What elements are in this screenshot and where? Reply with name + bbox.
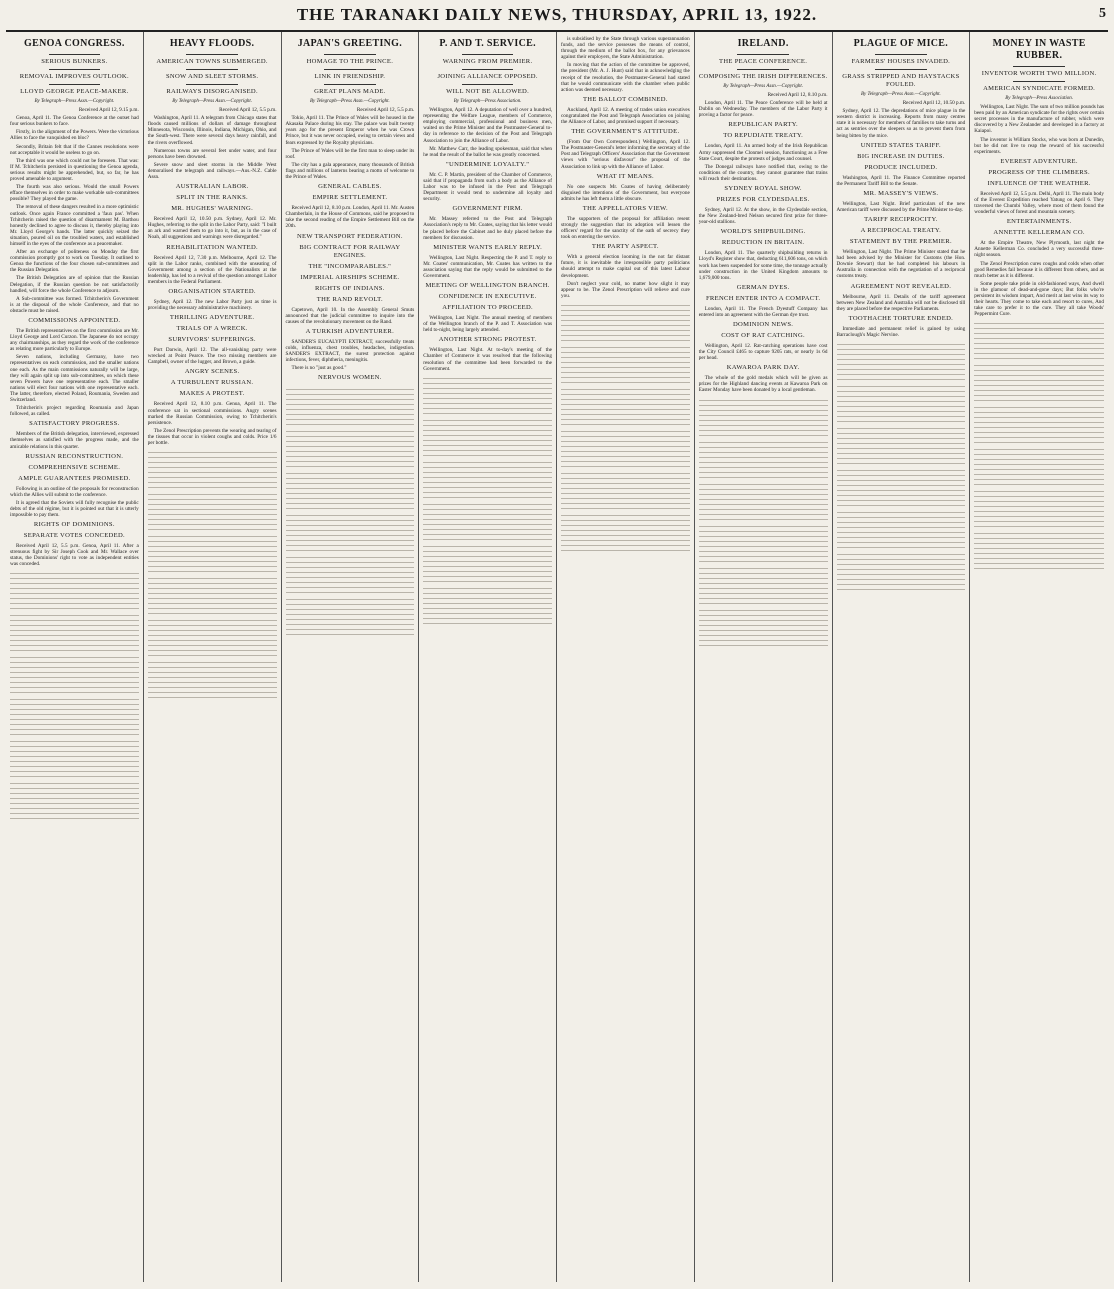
article-paragraph: Numerous towns are several feet under water, and four persons have been drowned. [147,147,277,160]
section-heading: WORLD'S SHIPBUILDING. [720,228,806,236]
section-heading: NERVOUS WOMEN. [318,374,382,382]
article-paragraph: The Prince of Wales will be the first man to sleep under its roof. [285,147,415,160]
text-filler [699,522,828,562]
divider [186,54,238,55]
article-paragraph: Washington, April 11. A telegram from Chicago states that floods caused millions of dollars of damage throughout Minnesota, Wisconsin, Illinois, Indiana, Michigan, Ohio, and the South-west. There were several days heavy rainfall, and the rivers overflowed. [147,115,277,146]
article-paragraph: Secondly, Britain felt that if the Cannes resolutions were not acceptable it would be useless to go on. [10,143,139,156]
section-heading: NEW TRANSPORT FEDERATION. [296,232,403,240]
divider [49,69,101,70]
text-filler [10,569,139,609]
newspaper-title: THE TARANAKI DAILY NEWS, THURSDAY, APRIL 13, 1922. [296,5,818,24]
article-paragraph: Some people take pride in old-fashioned ways, And dwell in the glamour of dead-and-gone days; But folks who're persistent its wisdom impart, And merit at last wins its way to their hearts. They come to take each and resort to cures, And take care to prefer it to the cure. They all take Woods' Peppermint Cure. [974,280,1104,318]
subheadline: COMPOSING THE IRISH DIFFERENCES. [698,73,828,80]
article-paragraph: London, April 11. The French Dyestuff Company has entered into an agreement with the German dye trust. [698,305,828,318]
column-headline: P. AND T. SERVICE. [439,38,536,49]
article-paragraph: Sydney, April 12. At the show, in the Clydesdale section, the New Zealand-bred Nelson secured first prize for three-year-old stallions. [698,207,828,226]
section-heading: ANGRY SCENES. [184,368,240,376]
section-heading: MEETING OF WELLINGTON BRANCH. [425,282,550,290]
section-heading: MAKES A PROTEST. [179,390,245,398]
divider [1013,81,1065,82]
article-paragraph: (From Our Own Correspondent.) Wellington, April 12. The Postmaster-General's letter informing the secretary of the Post and Telegraph Officers' Association that the Government views with "serious disfavour" the proposal of the Association to link up with the Alliance of Labor. [561,139,690,170]
article-paragraph: The fourth was also serious. Would the small Powers efface themselves in order to make workable sub-committees possible? They played the game. [10,184,139,203]
text-filler [974,361,1104,401]
divider [737,69,789,70]
text-filler [10,695,139,735]
article-paragraph: Received April 12, 8.10 p.m. London, April 11. Mr. Austen Chamberlain, in the House of Commons, said he proposed to take the second reading of the Empire Settlement Bill on the 20th. [285,205,415,230]
article-paragraph: Severe snow and sleet storms in the Middle West demoralised the telegraph and railways.—Aus.-N.Z. Cable Assn. [147,161,277,181]
section-heading: THE PARTY ASPECT. [591,243,659,251]
text-filler [286,427,415,467]
section-heading: COMMISSIONS APPOINTED. [28,317,121,324]
divider [875,54,927,55]
article-paragraph: There is no "just as good." [291,365,347,372]
text-filler [837,382,966,422]
article-paragraph: The supporters of the proposal for affiliation resent strongly the suggestion that its adoption will lessen the officers' regard for the sanctity of the oath of secrecy they took on entering the service. [561,215,690,241]
section-heading: PRODUCE INCLUDED. [864,163,938,171]
section-heading: BIG INCREASE IN DUTIES. [857,152,945,160]
section-heading: INFLUENCE OF THE WEATHER. [987,179,1091,187]
text-filler [561,301,690,341]
divider [49,54,101,55]
subheadline: LINK IN FRIENDSHIP. [314,73,386,80]
byline: By Telegraph—Press Association. [453,99,522,104]
column-headline: IRELAND. [737,38,789,49]
text-filler [423,500,552,540]
section-heading: THE RAND REVOLT. [316,295,383,303]
column-headline: PLAGUE OF MICE. [853,38,949,49]
article-paragraph: Received April 12, 5.5 p.m. Genoa, April 11. After a strenuous fight by Sir Joseph Cook and Mr. Wallace over status, the Dominions' right to vote as independent entities was conceded. [10,543,139,568]
text-filler [561,427,690,467]
subheadline: SERIOUS BUNKERS. [41,58,108,65]
text-filler [974,445,1104,485]
column-headline: MONEY IN WASTE RUBBER. [992,38,1086,61]
section-heading: SYDNEY ROYAL SHOW. [724,185,802,193]
section-heading: RUSSIAN RECONSTRUCTION. [25,452,124,460]
article-paragraph: Received April 12, 10.50 p.m. Sydney, April 12. Mr. Hughes, referring to the split in the Labor Party, said: "I built an ark and warned them to go into it, but, as in the case of Noah, all suggestions and warnings were disregarded." [147,216,277,241]
news-column [557,32,695,1282]
article-paragraph: A Sub-committee was formed. Tchitcherin's Government is at the disposal of the whole Conference, and that no obstacle must be raised. [10,295,139,314]
text-filler [423,374,552,414]
divider [324,54,376,55]
article-paragraph: With a general election looming in the not far distant future, it is inevitable the irresponsible party politicians should attempt to make capital out of this latest Labour development. [561,254,690,279]
divider [324,69,376,70]
byline: By Telegraph—Press Assn.—Copyright. [309,99,390,104]
text-filler [837,550,966,590]
section-heading: DOMINION NEWS. [733,320,794,328]
section-heading: THE "INCOMPARABLES." [308,262,392,270]
article-paragraph: The Zenol Prescription cures coughs and colds when other good Remedies fail because it is different from others, and as much better as it is different. [974,260,1104,279]
byline: By Telegraph—Press Assn.—Copyright. [172,99,253,104]
subheadline: JOINING ALLIANCE OPPOSED. [437,73,538,80]
column-headline: HEAVY FLOODS. [169,38,255,49]
column-headline: JAPAN'S GREETING. [297,38,403,49]
article-paragraph: The British Delegation are of opinion that the Russian Delegation, if the Russian question be not satisfactorily handled, will force the whole Conference to adjourn. [10,275,139,294]
article-paragraph: Port Darwin, April 12. The all-vanishing party were wrecked at Point Pearce. The two missing members are Campbell, owner of the lugger, and Brown, a guide. [147,347,277,366]
section-heading: RIGHTS OF DOMINIONS. [33,521,115,529]
section-heading: GERMAN DYES. [736,283,790,291]
divider [186,84,238,85]
text-filler [286,595,415,635]
article-paragraph: Sydney, April 12. The depredations of mice plague in the western district is increasing. Reports from many centres state it is necessary for members of families to take turns and act as sentries over the sleepers so as to prevent them from being bitten by the mice. [836,108,966,139]
section-heading: TO REPUDIATE TREATY. [723,132,804,140]
text-filler [699,564,828,604]
section-heading: AUSTRALIAN LABOR. [175,183,249,191]
article-paragraph: At the Empire Theatre, New Plymouth, last night the Annette Kellerman Co. concluded a very successful three-night season. [974,240,1104,259]
section-heading: AGREEMENT NOT REVEALED. [850,282,952,290]
section-heading: THE GOVERNMENT'S ATTITUDE. [571,128,680,136]
text-filler [974,319,1104,359]
text-filler [837,508,966,548]
text-filler [10,779,139,819]
section-heading: ENTERTAINMENTS. [1006,218,1072,226]
text-filler [699,438,828,478]
section-heading: TARIFF RECIPROCITY. [864,216,938,224]
subheadline: THE PEACE CONFERENCE. [719,58,808,65]
text-filler [423,416,552,456]
subheadline: HOMAGE TO THE PRINCE. [306,58,394,65]
text-filler [561,343,690,383]
page-number: 5 [1099,6,1106,21]
section-heading: SPLIT IN THE RANKS. [176,194,249,202]
text-filler [148,574,277,614]
text-filler [699,396,828,436]
section-heading: ANNETTE KELLERMAN CO. [993,229,1085,237]
article-paragraph: The Donegal railways have notified that, owing to the conditions of the country, they cannot guarantee that trains will reach their destinations. [698,163,828,182]
section-heading: PROGRESS OF THE CLIMBERS. [988,168,1090,176]
article-paragraph: Wellington, Last Night. The Prime Minister stated that he had been advised by the Minister for Customs (the Hon. Downie Stewart) that he had completed his labours in Australia in connection with the negotiation of a reciprocal customs treaty. [836,249,966,280]
section-heading: AFFILIATION TO PROCEED. [442,304,533,312]
news-column [970,32,1108,1282]
dateline: Received April 12, 8.10 p.m. [767,92,828,99]
text-filler [423,542,552,582]
text-filler [10,653,139,693]
divider [462,69,514,70]
section-heading: A TURKISH ADVENTURER. [305,327,395,335]
divider [49,84,101,85]
divider [186,69,238,70]
subheadline: WILL NOT BE ALLOWED. [446,88,530,95]
subheadline: FARMERS' HOUSES INVADED. [851,58,951,65]
section-heading: COST OF RAT CATCHING. [721,331,805,339]
news-column [144,32,282,1282]
text-filler [699,480,828,520]
section-heading: SURVIVORS' SUFFERINGS. [168,336,256,344]
section-heading: SATISFACTORY PROGRESS. [29,420,120,428]
section-heading: COMPREHENSIVE SCHEME. [28,463,121,471]
article-paragraph: London, April 11. The quarterly shipbuilding returns in Lloyd's Register show that, deducting 611,606 tons, on which work has been suspended for some time, the tonnage actually under construction in the United Kingdom amounts to 1,679,000 tons. [698,250,828,281]
text-filler [837,424,966,464]
section-heading: AMPLE GUARANTEES PROMISED. [18,474,131,482]
text-filler [974,487,1104,527]
subheadline: REMOVAL IMPROVES OUTLOOK. [19,73,129,80]
text-filler [286,511,415,551]
article-paragraph: It is agreed that the Soviets will fully recognise the public debts of the old régime, but it is pointed out that it is utterly impossible to pay them. [10,499,139,518]
article-paragraph: Capetown, April 10. In the Assembly General Smuts announced that the judicial committee to inquire into the causes of the revolutionary movement on the Rand. [285,306,415,325]
divider [875,69,927,70]
section-heading: THE APPELLATORS VIEW. [582,204,668,212]
article-paragraph: Tchitcherin's project regarding Roumania and Japan followed, as called. [10,405,139,418]
section-heading: EMPIRE SETTLEMENT. [312,194,388,202]
section-heading: MR. MASSEY'S VIEWS. [863,189,939,197]
section-heading: IMPERIAL AIRSHIPS SCHEME. [300,273,400,281]
article-paragraph: Mr. Matthew Carr, the leading spokesman, said that when he read the result of the ballot he was greatly concerned. [423,145,552,158]
divider [462,84,514,85]
byline: By Telegraph—Press Association. [1005,96,1073,101]
dateline: Received April 12, 5.5 p.m. [356,107,415,114]
text-filler [148,532,277,572]
section-heading: MR. HUGHES' WARNING. [171,205,254,213]
article-paragraph: Wellington, April 12. Rat-catching operations have cost the City Council £465 to capture 9205 rats, or nearly 1s 6d per head. [698,342,828,362]
section-heading: A RECIPROCAL TREATY. [860,227,942,235]
section-heading: CONFIDENCE IN EXECUTIVE. [438,293,537,301]
text-filler [974,403,1104,443]
article-paragraph: Melbourne, April 11. Details of the tariff agreement between New Zealand and Australia will not be disclosed till they are placed before the respective Parliaments. [836,293,966,312]
article-paragraph: Tokio, April 11. The Prince of Wales will be housed in the Akasaka Palace during his stay. The palace was built twenty years ago for the present Emperor when he was Crown Prince, but it was never occupied, owing to certain views and fears expressed by the Royalty physicians. [285,115,415,146]
article-paragraph: Received April 12, 5.5 p.m. Delhi, April 11. The main body of the Everest Expedition reached Yatung on April 6. They traversed the Chumbi Valley, where most of them found the wonderful views of forest and mountain scenery. [974,190,1104,216]
article-paragraph: The third was one which could not be foreseen. That was: If M. Tchitcherin persisted in questioning the Genoa agenda, serious results might be apprehended, but, so far, he has proved amenable to argument. [10,157,139,183]
subheadline: GREAT PLANS MADE. [314,88,386,95]
article-paragraph: Wellington, Last Night. Respecting the P. and T. reply to Mr. Coates' communication, Mr. Coates has written to the association saying that the reply would be submitted to the Government. [423,254,552,279]
text-filler [10,611,139,651]
text-filler [286,553,415,593]
masthead [6,0,1108,32]
article-paragraph: The removal of these dangers resulted in a more optimistic outlook. Once again France committed a 'faux pas'. When Tchitcherin raised the question of disarmament M. Barthou honestly declined to agree to discuss it, thereby playing into Mr. Lloyd George's hands. The latter quickly seized the situation, poured oil on the troubled waters, and established himself in the eyes of the conference as a peacemaker. [10,204,139,247]
text-filler [561,385,690,425]
subheadline: AMERICAN SYNDICATE FORMED. [983,85,1096,92]
subheadline: AMERICAN TOWNS SUBMERGED. [156,58,268,65]
section-heading: BIG CONTRACT FOR RAILWAY ENGINES. [299,243,401,259]
columns [6,32,1108,1282]
article-paragraph: is subsidised by the State through various superannuation funds, and the service possesses the means of control, through the medium of the ballot box, for any grievances against their employers, the State Administration. [561,36,690,61]
article-paragraph: London, April 11. An armed body of the Irish Republican Army suppressed the Clonmel session, functioning as a Free State Court, despite the protests of judges and counsel. [698,143,828,162]
subheadline: LLOYD GEORGE PEACE-MAKER. [20,88,129,95]
article-paragraph: Mr. C. P. Martin, president of the Chamber of Commerce, said that if propaganda from such a body as the Alliance of Labor was to be infused in the Post and Telegraph Department it would tend to undermine all loyalty and security. [423,171,552,203]
column-headline: GENOA CONGRESS. [24,38,125,49]
article-paragraph: Wellington, Last Night. At to-day's meeting of the Chamber of Commerce it was resolved that the following resolution of the committee had been forwarded to the Government. [423,347,552,372]
divider [462,54,514,55]
section-heading: EVEREST ADVENTURE. [1000,157,1078,165]
section-heading: MINISTER WANTS EARLY REPLY. [433,243,543,251]
article-paragraph: Wellington, April 12. A deputation of well over a hundred, representing the Welfare League, members of Commerce, employing commercial, professional and business men, waited on the Prime Minister and the Postmaster-General to-day in reference to the decision of the Post and Telegraph Association to join the Alliance of Labor. [423,107,552,144]
text-filler [148,658,277,698]
article-paragraph: Firstly, in the alignment of the Powers. Were the victorious Allies to face the vanquished en bloc? [10,129,139,142]
text-filler [148,448,277,488]
section-heading: UNITED STATES TARIFF. [860,141,941,149]
subheadline: INVENTOR WORTH TWO MILLION. [981,70,1097,77]
article-paragraph: Mr. Massey referred to the Post and Telegraph Association's reply to Mr. Coates, saying that his letter would be placed before the Cabinet and he duly placed before the members for discussion. [423,216,552,241]
dateline: Received April 12, 10.50 p.m. [902,100,966,107]
divider [324,84,376,85]
text-filler [699,606,828,646]
subheadline: RAILWAYS DISORGANISED. [166,88,258,95]
byline: By Telegraph—Press Assn.—Copyright. [860,92,941,97]
article-paragraph: Genoa, April 11. The Genoa Conference at the outset had four serious bunkers to face. [10,115,139,128]
article-paragraph: Members of the British delegation, interviewed, expressed themselves as satisfied with the progress made, and the amicable relations in this quarter. [10,431,139,450]
text-filler [148,490,277,530]
text-filler [286,469,415,509]
section-heading: STATEMENT BY THE PREMIER. [849,238,952,246]
section-heading: ANOTHER STRONG PROTEST. [438,336,537,344]
article-paragraph: Don't neglect your cold, no matter how slight it may appear to be. The Zenol Prescription will relieve and cure you. [561,280,690,299]
article-paragraph: The British representatives on the first commission are Mr. Lloyd George and Lord Curzon. The Japanese do not occupy any chairmanships, as they regard the work of the conference as relating more particularly to Europe. [10,328,139,353]
dateline: Received April 12, 5.5 p.m. [219,107,277,114]
text-filler [561,469,690,509]
article-paragraph: The Zenol Prescription prevents the wearing and tearing of the tissues that occur in violent coughs and colds. Price 1/6 per bottle. [147,427,277,446]
news-column [6,32,144,1282]
section-heading: KAWAROA PARK DAY. [726,364,800,372]
section-heading: THRILLING ADVENTURE. [169,314,255,322]
text-filler [561,511,690,551]
article-paragraph: Immediate and permanent relief is gained by using Barraclough's Magic Nervine. [836,325,966,338]
section-heading: REDUCTION IN BRITAIN. [721,239,805,247]
text-filler [423,584,552,624]
section-heading: TOOTHACHE TORTURE ENDED. [848,314,954,322]
text-filler [148,616,277,656]
article-paragraph: Auckland, April 12. A meeting of trades union executives congratulated the Post and Telegraph Association on joining the Alliance of Labor, and promised support if necessary. [561,106,690,126]
article-paragraph: In moving that the action of the committee be approved, the president (Mr. A. J. Hunt) said that in acknowledging the receipt of the resolution, the Postmaster-General had stated that he would communicate with the chamber when public action was deemed necessary. [561,62,690,93]
article-paragraph: Wellington, Last Night. The annual meeting of members of the Wellington branch of the P. and T. Association was held to-night, being largely attended. [423,315,552,334]
subheadline: GRASS STRIPPED AND HAYSTACKS FOULED. [842,73,960,88]
section-heading: SEPARATE VOTES CONCEDED. [23,532,125,540]
divider [1013,66,1065,67]
section-heading: THE BALLOT COMBINED. [582,95,668,103]
section-heading: REHABILITATION WANTED. [166,243,258,251]
section-heading: ORGANISATION STARTED. [168,287,256,295]
section-heading: A TURBULENT RUSSIAN. [170,379,254,387]
dateline: Received April 12, 9.15 p.m. [78,107,139,114]
byline: By Telegraph—Press Assn.—Copyright. [34,99,115,104]
text-filler [837,340,966,380]
section-heading: REPUBLICAN PARTY. [728,121,798,129]
article-paragraph: Sydney, April 12. The new Labor Party just as time is providing the necessary administrative machinery. [147,298,277,312]
section-heading: GOVERNMENT FIRM. [452,205,523,213]
subheadline: WARNING FROM PREMIER. [442,58,533,65]
text-filler [837,466,966,506]
news-column [419,32,557,1282]
section-heading: "UNDERMINE LOYALTY." [446,160,530,168]
article-paragraph: Wellington, Last Night. Brief particulars of the new American tariff were discussed by the Prime Minister to-day. [836,200,966,213]
byline: By Telegraph—Press Assn.—Copyright. [723,84,804,89]
article-paragraph: Washington, April 11. The Finance Committee reported the Permanent Tariff Bill to the Senate. [836,174,966,187]
article-paragraph: Received April 12, 8.10 p.m. Genoa, April 11. The conference sat in sectional commissions. Angry scenes marked the Russian Commission, owing to Tchitcherin's persistence. [147,401,277,426]
section-heading: GENERAL CABLES. [318,183,382,191]
article-paragraph: The inventor is William Stocks, who was born at Dunedin, but he did not live to reap the reward of his successful experiments. [974,136,1104,155]
article-paragraph: Seven nations, including Germany, have two representatives on each commission, and the smaller nations one each. As the main commissions naturally will be large, they will again split up into sub-committees, on which these seven Powers have one representative each. The smaller nations will elect four nations with one representative each. The latter, therefore, elected Poland, Roumania, Sweden and Switzerland. [10,354,139,404]
article-paragraph: Wellington, Last Night. The sum of two million pounds has been paid by an American syndicate for the rights over certain secret processes in the manufacture of rubber, which were discovered by a New Zealander and developed in a factory at Kaiapoi. [974,104,1104,135]
text-filler [974,529,1104,569]
section-heading: PRIZES FOR CLYDESDALES. [716,196,810,204]
text-filler [10,737,139,777]
subheadline: SNOW AND SLEET STORMS. [165,73,259,80]
news-column [282,32,420,1282]
news-column [695,32,833,1282]
text-filler [286,385,415,425]
article-paragraph: SANDER'S EUCALYPTI EXTRACT, successfully treats colds, influenza, chest troubles, headaches, indigestion. SANDER'S EXTRACT, the surest protection against infections, fever, diphtheria, meningitis. [285,338,415,364]
section-heading: RIGHTS OF INDIANS. [315,284,385,292]
article-paragraph: The city has a gala appearance, many thousands of British flags and millions of lanterns bearing a motto of welcome to the Prince of Wales. [285,161,415,181]
article-paragraph: London, April 11. The Peace Conference will be held at Dublin on Wednesday. The members of the Labor Party it proving a factor for peace. [698,100,828,119]
section-heading: FRENCH ENTER INTO A COMPACT. [705,294,821,302]
section-heading: WHAT IT MEANS. [596,172,654,180]
text-filler [423,458,552,498]
divider [737,54,789,55]
news-column [833,32,971,1282]
article-paragraph: Following is an outline of the proposals for reconstruction which the Allies will submit to the conference. [10,485,139,498]
section-heading: TRIALS OF A WRECK. [176,325,248,333]
article-paragraph: Received April 12, 7.30 p.m. Melbourne, April 12. The split in the Labor ranks, combined with the unseating of Government among a section of the Nationalists at the leadership, has led to a revival of the question amongst Labor members in the Federal Parliament. [147,254,277,285]
article-paragraph: After an exchange of politeness on Monday the first commission promptly got to work on Tuesday. It outlined to Genoa the functions of the four chosen sub-committees and the Russian Delegation. [10,249,139,274]
article-paragraph: The whole of the gold medals which will be given as prizes for the Highland dancing events at Kawaroa Park on Easter Monday have been donated by a local gentleman. [698,375,828,394]
article-paragraph: No one suspects Mr. Coates of having deliberately disguised the intentions of the Government, but everyone admits he has left them a little obscure. [561,183,690,202]
